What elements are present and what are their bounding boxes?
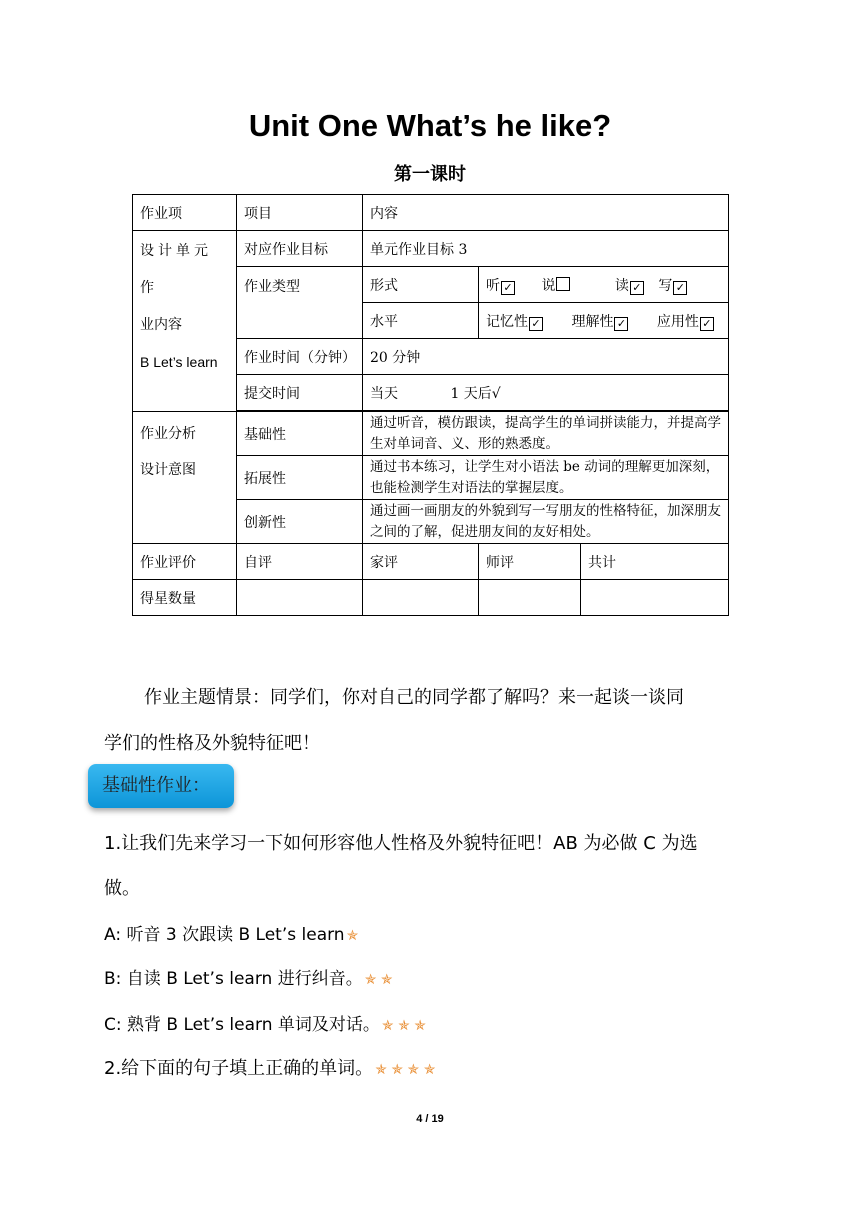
submit-label: 提交时间 xyxy=(237,375,363,411)
form-option: 说 xyxy=(541,275,570,295)
document-title: Unit One What’s he like? xyxy=(248,108,612,143)
checkbox-checked-icon[interactable]: ✓ xyxy=(614,317,628,331)
teacher-score-cell[interactable] xyxy=(479,580,581,616)
design-label-line: 设计单元作 xyxy=(140,243,212,296)
form-options-cell xyxy=(479,267,729,303)
eval-label: 作业评价 xyxy=(133,544,237,580)
item-a-text: A: 听音 3 次跟读 B Let’s learn xyxy=(104,925,345,945)
star-icon: ✯ ✯ ✯ ✯ xyxy=(375,1062,436,1078)
checkbox-checked-icon[interactable]: ✓ xyxy=(501,281,515,295)
table-header-row xyxy=(133,195,729,231)
total-score-cell[interactable] xyxy=(581,580,729,616)
homework-table xyxy=(132,194,729,616)
item-c-text: C: 熟背 B Let’s learn 单词及对话。 xyxy=(104,1015,380,1035)
design-label-line: 业内容 xyxy=(140,317,182,333)
form-option: 读 ✓ xyxy=(615,275,644,295)
submit-value-next-day: 1 天后√ xyxy=(450,385,501,402)
basic-homework-banner: 基础性作业： xyxy=(88,764,234,808)
analysis-label-cell xyxy=(133,412,237,544)
star-icon: ✯ ✯ xyxy=(364,972,393,988)
intro-line: 作业主题情景：同学们，你对自己的同学都了解吗？来一起谈一谈同 xyxy=(144,687,684,708)
table-row xyxy=(133,544,729,580)
extension-label: 拓展性 xyxy=(237,456,363,500)
eval-col: 共计 xyxy=(581,544,729,580)
item-b-text: B: 自读 B Let’s learn 进行纠音。 xyxy=(104,969,363,989)
question-2-text: 2.给下面的句子填上正确的单词。 xyxy=(104,1058,374,1079)
intro-line: 学们的性格及外貌特征吧！ xyxy=(104,733,320,754)
type-label: 作业类型 xyxy=(237,267,363,339)
design-label-line: B Let’s learn xyxy=(140,354,218,370)
question-1-line: 1.让我们先来学习一下如何形容他人性格及外貌特征吧！AB 为必做 C 为选 xyxy=(104,833,698,854)
page-number: 4 / 19 xyxy=(416,1113,444,1125)
question-1-line: 做。 xyxy=(104,878,140,899)
stars-label: 得星数量 xyxy=(133,580,237,616)
item-c xyxy=(104,1010,760,1035)
time-label: 作业时间（分钟） xyxy=(237,339,363,375)
form-label: 形式 xyxy=(363,267,479,303)
checkbox-checked-icon[interactable]: ✓ xyxy=(700,317,714,331)
eval-col: 师评 xyxy=(479,544,581,580)
item-a xyxy=(104,920,760,945)
question-2 xyxy=(104,1054,760,1080)
parent-score-cell[interactable] xyxy=(363,580,479,616)
star-icon: ✯ xyxy=(346,928,359,944)
header-cell: 作业项 xyxy=(133,195,237,231)
table-row xyxy=(133,580,729,616)
goal-label: 对应作业目标 xyxy=(237,231,363,267)
header-cell: 项目 xyxy=(237,195,363,231)
submit-value-same-day: 当天 xyxy=(370,385,398,402)
level-label: 水平 xyxy=(363,303,479,339)
level-option: 应用性 ✓ xyxy=(657,311,714,331)
innovation-label: 创新性 xyxy=(237,500,363,544)
self-score-cell[interactable] xyxy=(237,580,363,616)
form-option: 听 ✓ xyxy=(486,275,515,295)
level-option: 记忆性 ✓ xyxy=(486,311,543,331)
level-option: 理解性 ✓ xyxy=(571,311,628,331)
time-value: 20 分钟 xyxy=(363,339,729,375)
form-option: 写 ✓ xyxy=(658,275,687,295)
design-label-cell xyxy=(133,231,237,412)
lesson-subtitle: 第一课时 xyxy=(394,164,466,185)
checkbox-empty-icon[interactable] xyxy=(556,277,570,291)
item-b xyxy=(104,964,760,989)
eval-col: 自评 xyxy=(237,544,363,580)
analysis-label-line: 设计意图 xyxy=(140,462,196,478)
checkbox-checked-icon[interactable]: ✓ xyxy=(529,317,543,331)
basic-label: 基础性 xyxy=(237,412,363,456)
analysis-label-line: 作业分析 xyxy=(140,426,196,442)
goal-value: 单元作业目标 3 xyxy=(363,231,729,267)
table-row xyxy=(133,412,729,456)
header-cell: 内容 xyxy=(363,195,729,231)
submit-value-cell xyxy=(363,375,729,411)
level-options-cell xyxy=(479,303,729,339)
basic-text: 通过听音，模仿跟读，提高学生的单词拼读能力，并提高学生对单词音、义、形的熟悉度。 xyxy=(363,412,729,456)
innovation-text: 通过画一画朋友的外貌到写一写朋友的性格特征，加深朋友之间的了解，促进朋友间的友好相处。 xyxy=(363,500,729,544)
table-row xyxy=(133,231,729,267)
checkbox-checked-icon[interactable]: ✓ xyxy=(673,281,687,295)
eval-col: 家评 xyxy=(363,544,479,580)
star-icon: ✯ ✯ ✯ xyxy=(381,1018,426,1034)
extension-text: 通过书本练习，让学生对小语法 be 动词的理解更加深刻，也能检测学生对语法的掌握层度。 xyxy=(363,456,729,500)
checkbox-checked-icon[interactable]: ✓ xyxy=(630,281,644,295)
